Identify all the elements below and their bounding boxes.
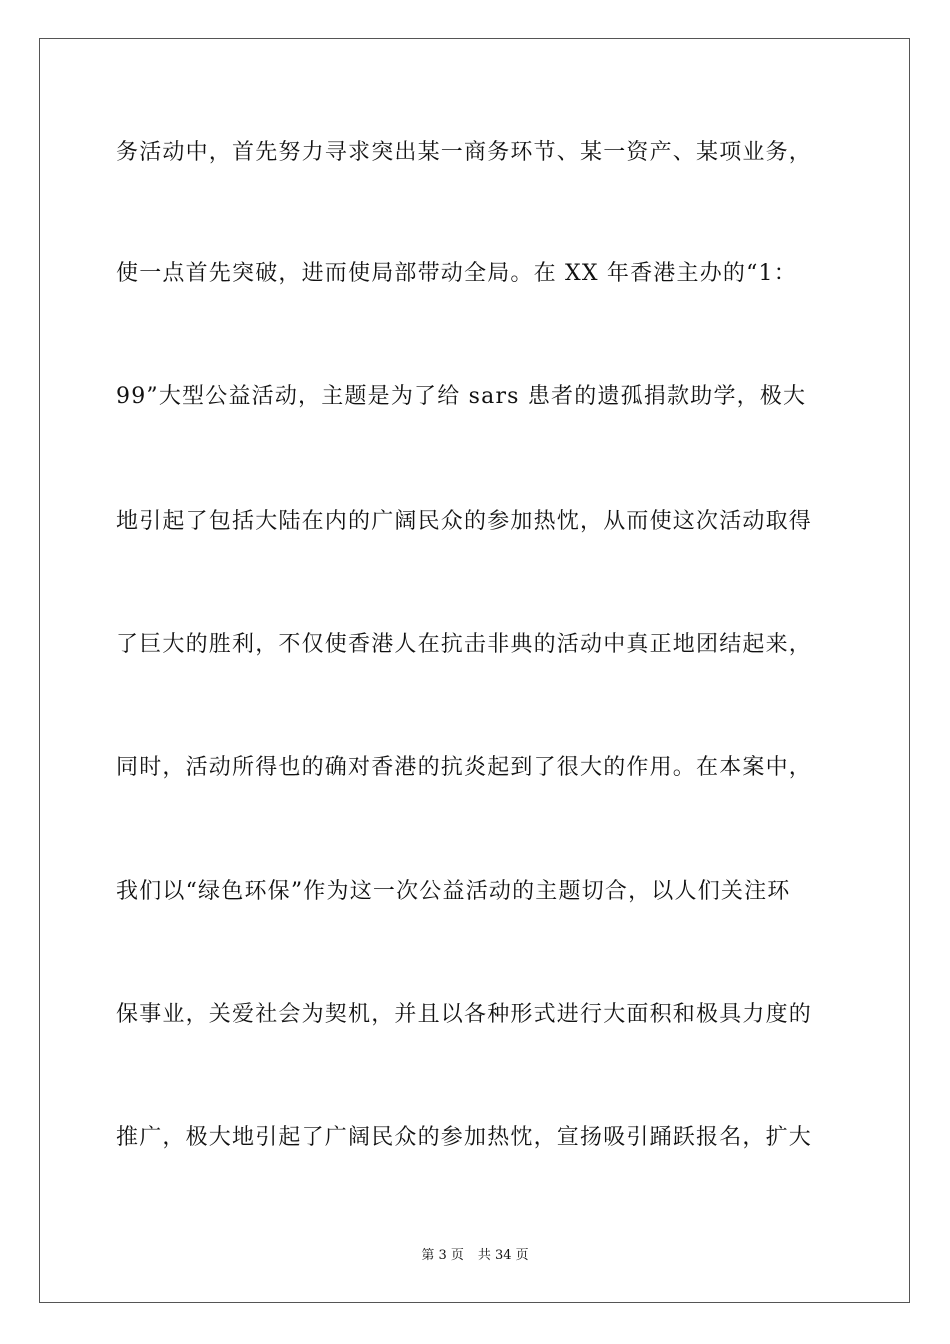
text-line: 使一点首先突破，进而使局部带动全局。在 XX 年香港主办的“1： [116, 261, 797, 286]
page-footer [0, 1247, 950, 1265]
text-line: 同时，活动所得也的确对香港的抗炎起到了很大的作用。在本案中， [116, 755, 813, 780]
text-line: 地引起了包括大陆在内的广阔民众的参加热忱，从而使这次活动取得 [116, 509, 813, 534]
text-line: 推广，极大地引起了广阔民众的参加热忱，宣扬吸引踊跃报名，扩大 [116, 1125, 813, 1150]
text-line: 了巨大的胜利，不仅使香港人在抗击非典的活动中真正地团结起来， [116, 632, 813, 657]
page-border [39, 38, 910, 1303]
total-pages: 共 34 页 [477, 1248, 529, 1263]
text-line: 务活动中，首先努力寻求突出某一商务环节、某一资产、某项业务， [116, 140, 813, 165]
text-line: 保事业，关爱社会为契机，并且以各种形式进行大面积和极具力度的 [116, 1002, 813, 1027]
page-number: 第 3 页 [421, 1248, 464, 1263]
text-line: 我们以“绿色环保”作为这一次公益活动的主题切合，以人们关注环 [116, 879, 791, 904]
text-line: 99”大型公益活动，主题是为了给 sars 患者的遗孤捐款助学，极大 [116, 384, 807, 409]
